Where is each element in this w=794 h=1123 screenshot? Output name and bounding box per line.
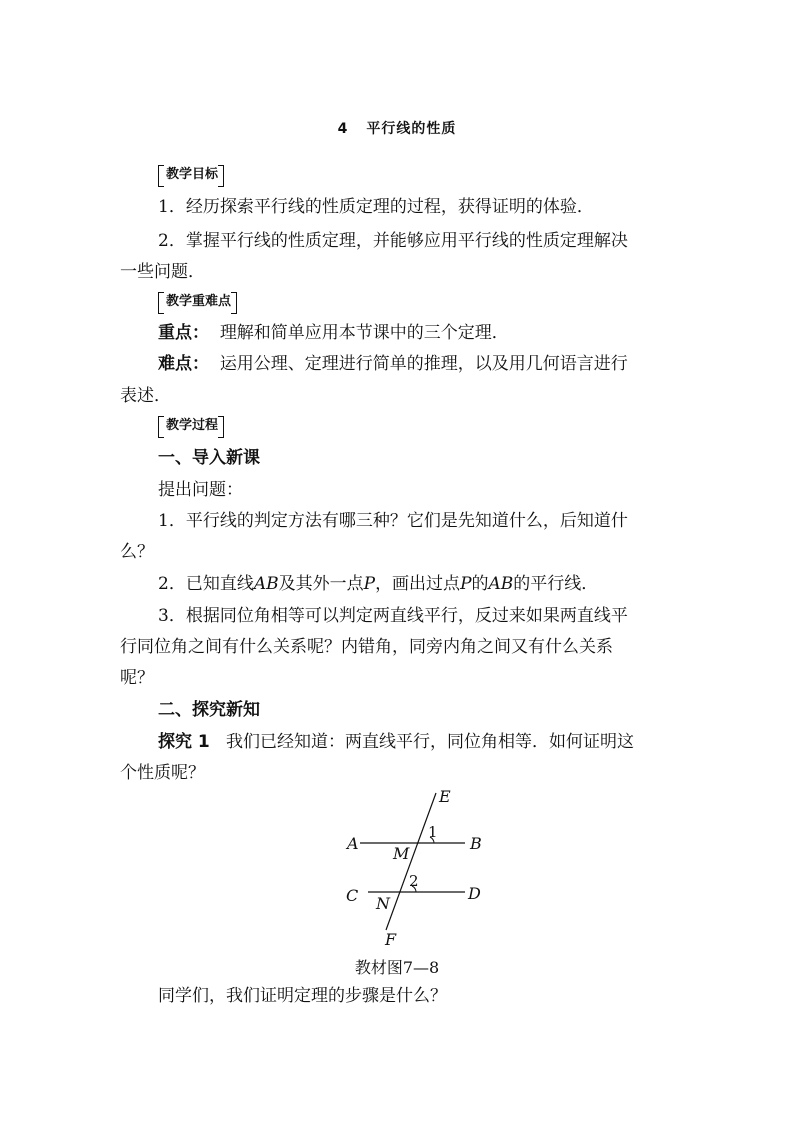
page-title [0, 118, 794, 138]
q2-point-p-2: P [460, 574, 472, 594]
label-b: B [470, 834, 482, 853]
question-1-line2: 么？ [120, 542, 154, 562]
steps-question: 同学们，我们证明定理的步骤是什么？ [158, 986, 447, 1006]
label-f: F [385, 930, 397, 949]
part1-intro: 提出问题： [158, 480, 243, 500]
objective-1: 1．经历探索平行线的性质定理的过程，获得证明的体验． [158, 197, 594, 217]
section-key-points: 教学重难点 [158, 292, 237, 312]
question-3-line1: 3．根据同位角相等可以判定两直线平行，反过来如果两直线平 [158, 606, 628, 626]
difficulty-label: 难点： [158, 354, 209, 374]
q2-text-c: ，画出过点 [375, 574, 461, 594]
question-2 [158, 573, 680, 595]
focus-line [158, 322, 680, 344]
objective-2-line2: 一些问题． [120, 262, 205, 282]
label-e: E [439, 787, 451, 806]
question-1-line1: 1．平行线的判定方法有哪三种？它们是先知道什么，后知道什 [158, 511, 628, 531]
label-angle-1: 1 [428, 823, 438, 841]
label-d: D [468, 884, 481, 903]
label-n: N [376, 894, 390, 913]
title-number: 4 [337, 121, 349, 137]
q2-point-p: P [363, 574, 376, 594]
explore-text-1: 我们已经知道：两直线平行，同位角相等．如何证明这 [225, 732, 634, 752]
explore-line1 [158, 731, 680, 753]
label-angle-2: 2 [409, 872, 419, 890]
objective-2-line1: 2．掌握平行线的性质定理，并能够应用平行线的性质定理解决 [158, 231, 628, 251]
explore-line2: 个性质呢？ [120, 763, 205, 783]
difficulty-line1 [158, 353, 680, 375]
parallel-lines-figure [330, 785, 500, 950]
question-3-line3: 呢？ [120, 668, 154, 688]
label-c: C [346, 886, 359, 905]
section-process: 教学过程 [158, 416, 224, 436]
figure-caption: 教材图7—8 [354, 958, 440, 977]
difficulty-text-1: 运用公理、定理进行简单的推理，以及用几何语言进行 [219, 354, 628, 374]
title-text: 平行线的性质 [366, 121, 457, 137]
explore-label: 探究 1 [158, 732, 210, 752]
q2-text-e: 的平行线． [513, 574, 599, 594]
q2-line-ab-2: AB [488, 574, 514, 594]
focus-text: 理解和简单应用本节课中的三个定理． [219, 323, 509, 343]
part1-heading: 一、导入新课 [158, 448, 260, 468]
q2-text-a: 2．已知直线 [158, 574, 254, 594]
question-3-line2: 行同位角之间有什么关系呢？内错角，同旁内角之间又有什么关系 [120, 637, 613, 657]
section-objectives: 教学目标 [158, 165, 224, 185]
q2-line-ab: AB [253, 574, 279, 594]
label-a: A [347, 834, 359, 853]
focus-label: 重点： [158, 323, 209, 343]
q2-text-d: 的 [471, 574, 489, 594]
q2-text-b: 及其外一点 [278, 574, 364, 594]
part2-heading: 二、探究新知 [158, 700, 260, 720]
difficulty-line2: 表述． [120, 386, 171, 406]
label-m: M [393, 844, 410, 863]
